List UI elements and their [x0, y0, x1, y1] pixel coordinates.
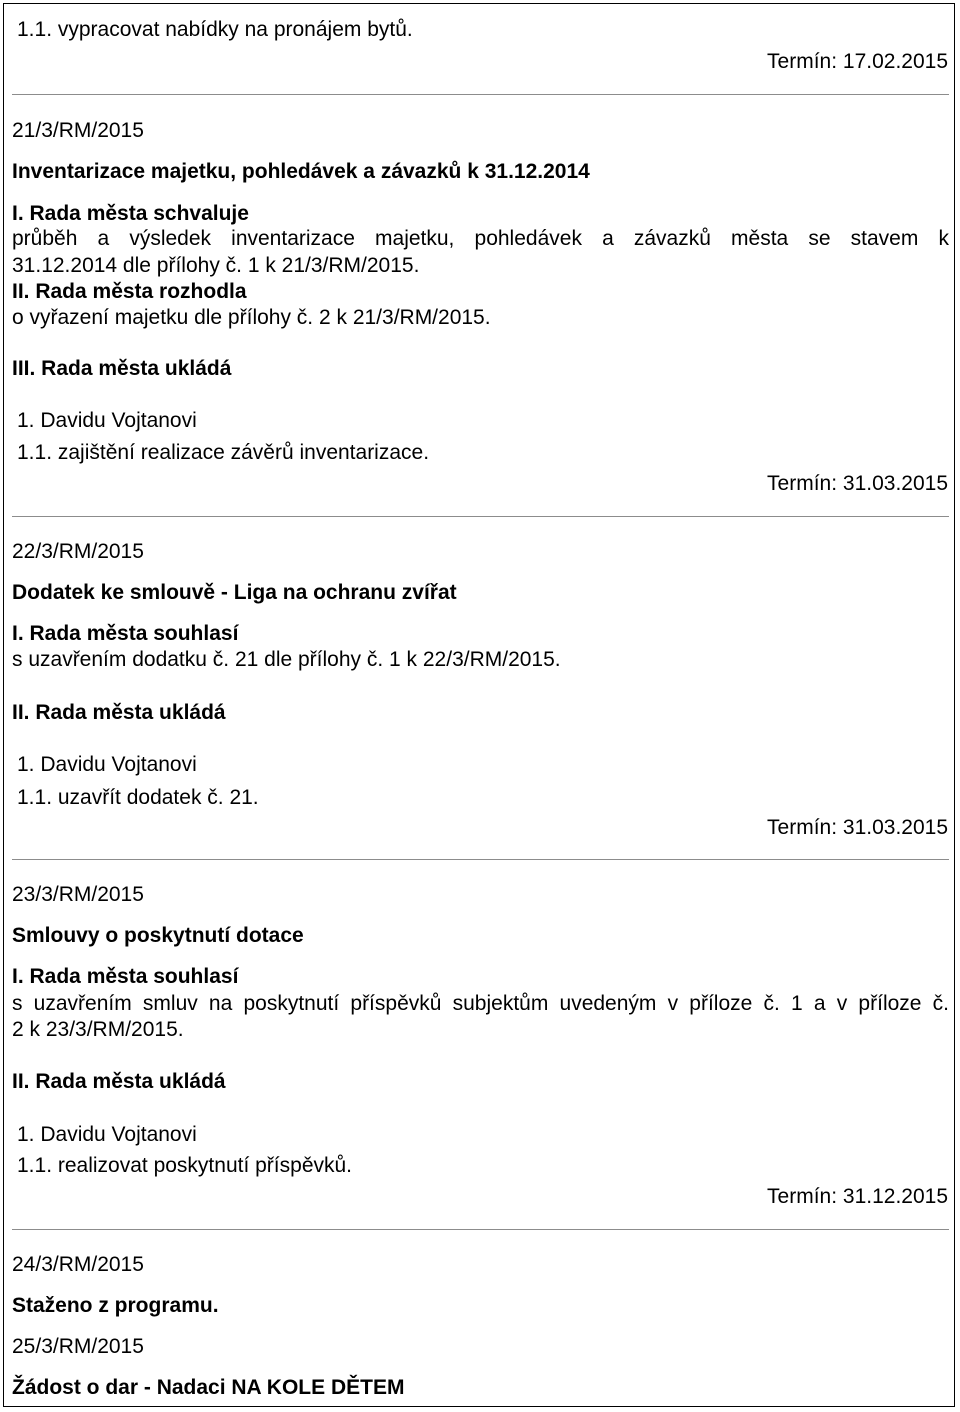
section-text: průběh a výsledek inventarizace majetku, pohledávek a závazků města se stavem k	[12, 227, 949, 250]
assignee: 1. Davidu Vojtanovi	[17, 753, 197, 776]
section-heading: III. Rada města ukládá	[12, 357, 232, 380]
deadline: Termín: 17.02.2015	[767, 50, 948, 73]
section-heading: II. Rada města ukládá	[12, 1070, 226, 1093]
resolution-title	[12, 1376, 404, 1400]
assignee: 1. Davidu Vojtanovi	[17, 1123, 197, 1146]
resolution-number: 24/3/RM/2015	[12, 1253, 144, 1276]
task-item: 1.1. realizovat poskytnutí příspěvků.	[17, 1154, 353, 1177]
resolution-number: 21/3/RM/2015	[12, 119, 144, 142]
divider	[12, 1229, 949, 1230]
divider	[12, 94, 949, 95]
section-heading: I. Rada města schvaluje	[12, 202, 249, 225]
section-text: 2 k 23/3/RM/2015.	[12, 1018, 184, 1041]
resolution-number: 22/3/RM/2015	[12, 540, 144, 563]
section-text: s uzavřením dodatku č. 21 dle přílohy č. 1 k 22/3/RM/2015.	[12, 648, 561, 671]
divider	[12, 516, 949, 517]
resolution-number: 25/3/RM/2015	[12, 1335, 144, 1358]
section-heading: I. Rada města souhlasí	[12, 622, 239, 645]
section-heading: II. Rada města ukládá	[12, 701, 226, 724]
section-text: s uzavřením smluv na poskytnutí příspěvků subjektům uvedeným v příloze č. 1 a v příloze č.	[12, 992, 949, 1015]
resolution-title: Dodatek ke smlouvě - Liga na ochranu zvířat	[12, 581, 457, 604]
assignee: 1. Davidu Vojtanovi	[17, 409, 197, 432]
resolution-title: Staženo z programu.	[12, 1294, 219, 1317]
task-item: 1.1. zajištění realizace závěrů inventarizace.	[17, 441, 430, 464]
deadline: Termín: 31.12.2015	[767, 1185, 948, 1208]
task-item: 1.1. vypracovat nabídky na pronájem bytů.	[17, 18, 413, 41]
deadline: Termín: 31.03.2015	[767, 472, 948, 495]
divider	[12, 859, 949, 860]
resolution-title-bold: Žádost o dar -	[12, 1376, 157, 1399]
resolution-number: 23/3/RM/2015	[12, 883, 144, 906]
section-heading: II. Rada města rozhodla	[12, 280, 247, 303]
section-text: 31.12.2014 dle přílohy č. 1 k 21/3/RM/2015.	[12, 254, 420, 277]
section-text: o vyřazení majetku dle přílohy č. 2 k 21/3/RM/2015.	[12, 306, 491, 329]
deadline: Termín: 31.03.2015	[767, 816, 948, 839]
task-item: 1.1. uzavřít dodatek č. 21.	[17, 786, 259, 809]
resolution-title: Inventarizace majetku, pohledávek a závazků k 31.12.2014	[12, 160, 590, 183]
section-heading: I. Rada města souhlasí	[12, 965, 239, 988]
resolution-title: Smlouvy o poskytnutí dotace	[12, 924, 304, 947]
resolution-title-rest: Nadaci NA KOLE DĚTEM	[156, 1376, 405, 1399]
